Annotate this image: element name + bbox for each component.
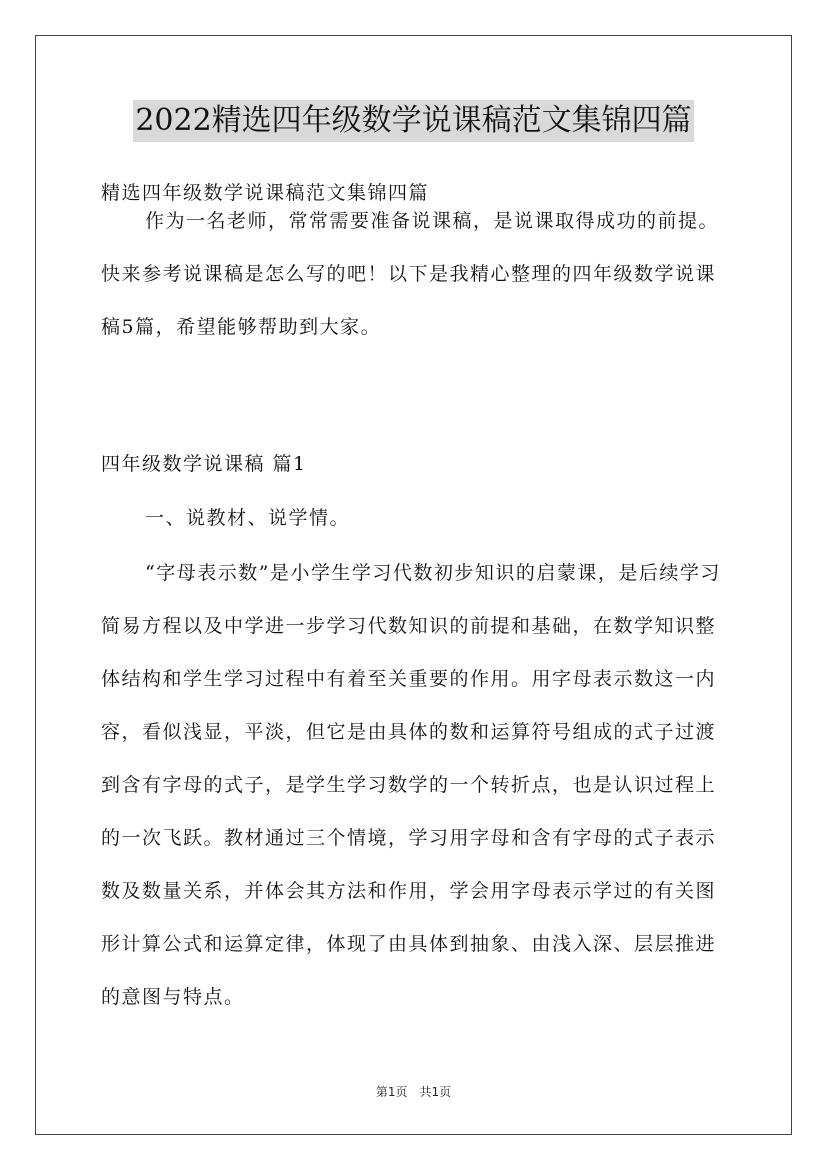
item-heading: 一、说教材、说学情。	[145, 507, 351, 529]
title-container	[0, 100, 827, 142]
document-subtitle: 精选四年级数学说课稿范文集锦四篇	[101, 182, 430, 204]
body-paragraph: “字母表示数”是小学生学习代数初步知识的启蒙课，是后续学习简易方程以及中学进一步学习代数知识的前提和基础，在数学知识整体结构和学生学习过程中有着至关重要的作用。用字母表示数这一内容，看似浅显，平淡，但它是由具体的数和运算符号组成的式子过渡到含有字母的式子，是学生学习数学的一个转折点，也是认识过程上的一次飞跃。教材通过三个情境，学习用字母和含有字母的式子表示数及数量关系，并体会其方法和作用，学会用字母表示学过的有关图形计算公式和运算定律，体现了由具体到抽象、由浅入深、层层推进的意图与特点。	[101, 562, 721, 1008]
page-footer: 第1页 共1页	[375, 1085, 452, 1099]
section-heading: 四年级数学说课稿 篇1	[101, 453, 307, 475]
document-title: 2022精选四年级数学说课稿范文集锦四篇	[133, 100, 693, 142]
intro-paragraph: 作为一名老师，常常需要准备说课稿，是说课取得成功的前提。快来参考说课稿是怎么写的吧！以下是我精心整理的四年级数学说课稿5篇，希望能够帮助到大家。	[101, 210, 720, 338]
